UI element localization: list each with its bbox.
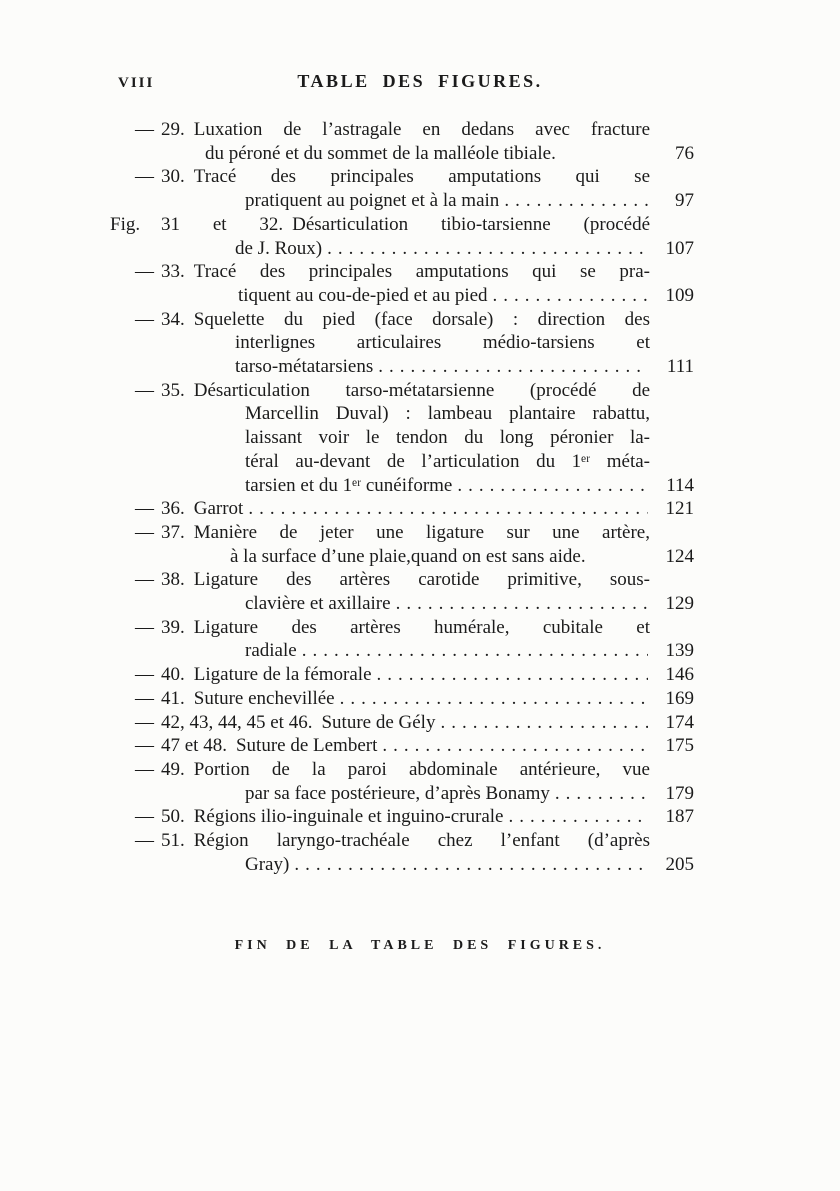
page-number: 129	[665, 593, 694, 615]
dot-leader	[504, 189, 648, 213]
entry-text: Tracé des principales amputations qui se	[193, 166, 650, 188]
entry-text: Luxation de l’astragale en dedans avec fracture	[193, 119, 650, 140]
entry-number: 47 et 48.	[161, 735, 227, 757]
entry-number: 39.	[161, 616, 185, 638]
entry-text: Région laryngo-trachéale chez l’enfant (d’après	[193, 830, 650, 852]
entry-text: Portion de la paroi abdominale antérieure, vue	[193, 758, 650, 780]
page-number: 121	[665, 498, 694, 520]
entry-text: Squelette du pied (face dorsale) : direction des	[193, 308, 650, 330]
toc-line	[110, 474, 694, 498]
dot-leader	[378, 355, 648, 379]
entry-fig-label: Fig.	[110, 213, 141, 235]
toc-line	[110, 450, 694, 474]
page-number: 205	[665, 853, 694, 875]
entry-dash: —	[135, 806, 154, 828]
entry-number: 38.	[161, 569, 185, 591]
entry-dash: —	[135, 687, 154, 709]
toc-line	[110, 118, 694, 142]
toc-line	[110, 782, 694, 806]
entry-dash: —	[135, 119, 154, 140]
entry-text: du péroné et du sommet de la malléole tibiale.	[205, 142, 556, 164]
toc-line	[110, 379, 694, 403]
entry-text: Tracé des principales amputations qui se pra-	[193, 261, 650, 283]
dot-leader	[396, 592, 648, 616]
entry-text: Suture de Lembert	[235, 735, 378, 757]
entry-number: 33.	[161, 261, 185, 283]
entry-number: 40.	[161, 664, 185, 686]
entry-text: téral au-devant de l’articulation du 1ᵉʳ méta-	[245, 450, 650, 472]
entry-text: par sa face postérieure, d’après Bonamy	[245, 782, 550, 804]
toc-line	[110, 639, 694, 663]
toc-line	[110, 663, 694, 687]
entry-number: 30.	[161, 166, 185, 188]
entry-dash: —	[135, 498, 154, 520]
entry-text: Désarticulation tibio-tarsienne (procédé	[292, 213, 651, 235]
dot-leader	[340, 687, 648, 711]
dot-leader	[327, 237, 648, 261]
entry-number: 51.	[161, 830, 185, 852]
entry-text: Marcellin Duval) : lambeau plantaire rabattu,	[245, 403, 650, 425]
toc-line	[110, 545, 694, 569]
page-title: TABLE DES FIGURES.	[297, 71, 543, 91]
page-number: 97	[675, 190, 694, 212]
dot-leader	[493, 284, 648, 308]
entry-text: tiquent au cou-de-pied et au pied	[238, 284, 488, 306]
entry-text: tarsien et du 1ᵉʳ cunéiforme	[245, 474, 453, 496]
toc-line	[110, 805, 694, 829]
toc-line	[110, 237, 694, 261]
page-number: 169	[665, 687, 694, 709]
toc-line	[110, 853, 694, 877]
entry-text: Garrot	[193, 498, 244, 520]
entry-text: Ligature des artères carotide primitive, sous-	[193, 569, 650, 591]
toc-line	[110, 260, 694, 284]
toc-line	[110, 331, 694, 355]
entry-text: Régions ilio-inguinale et inguino-crurale	[193, 806, 504, 828]
entry-text: Manière de jeter une ligature sur une artère,	[193, 521, 650, 543]
entry-number: 36.	[161, 498, 185, 520]
dot-leader	[555, 782, 648, 806]
entry-text: laissant voir le tendon du long péronier la-	[245, 427, 650, 449]
toc-line	[110, 758, 694, 782]
entry-number: 31 et 32.	[161, 213, 284, 235]
entry-dash: —	[135, 616, 154, 638]
entry-number: 34.	[161, 308, 185, 330]
page-folio: VIII	[118, 75, 155, 91]
entry-dash: —	[135, 711, 154, 733]
dot-leader	[508, 805, 648, 829]
entry-text: interlignes articulaires médio-tarsiens et	[235, 332, 650, 354]
toc-line	[110, 402, 694, 426]
toc-line	[110, 142, 694, 166]
toc-line	[110, 711, 694, 735]
page-number: 124	[665, 545, 694, 567]
toc-line	[110, 284, 694, 308]
page-number: 175	[665, 735, 694, 757]
entry-text: tarso-métatarsiens	[235, 356, 374, 378]
page-number: 114	[666, 474, 694, 496]
entry-dash: —	[135, 379, 154, 401]
toc-line	[110, 592, 694, 616]
dot-leader	[294, 853, 648, 877]
entry-number: 50.	[161, 806, 185, 828]
dot-leader	[457, 474, 648, 498]
page-number: 179	[665, 782, 694, 804]
toc-line	[110, 521, 694, 545]
entry-dash: —	[135, 758, 154, 780]
entry-number: 35.	[161, 379, 185, 401]
table-end-note: FIN DE LA TABLE DES FIGURES.	[234, 938, 606, 953]
entry-number: 29.	[161, 119, 185, 140]
entry-text: clavière et axillaire	[245, 593, 391, 615]
entry-text: Ligature des artères humérale, cubitale et	[193, 616, 650, 638]
page-number: 107	[665, 237, 694, 259]
toc-line	[110, 165, 694, 189]
entry-text: radiale	[245, 640, 297, 662]
entry-dash: —	[135, 735, 154, 757]
page-number: 111	[666, 356, 694, 378]
entry-text: de J. Roux)	[235, 237, 323, 259]
entry-text: Désarticulation tarso-métatarsienne (procédé de	[193, 379, 650, 401]
entry-dash: —	[135, 569, 154, 591]
entry-dash: —	[135, 166, 154, 188]
page-number: 76	[675, 142, 694, 164]
dot-leader	[248, 497, 648, 521]
toc-line	[110, 616, 694, 640]
figures-list	[110, 118, 694, 877]
toc-line	[110, 426, 694, 450]
entry-dash: —	[135, 521, 154, 543]
entry-dash: —	[135, 664, 154, 686]
toc-line	[110, 308, 694, 332]
entry-number: 41.	[161, 687, 185, 709]
dot-leader	[377, 663, 648, 687]
page-number: 109	[665, 284, 694, 306]
entry-number: 42, 43, 44, 45 et 46.	[161, 711, 313, 733]
entry-number: 49.	[161, 758, 185, 780]
dot-leader	[440, 711, 648, 735]
toc-line	[110, 355, 694, 379]
toc-line	[110, 687, 694, 711]
entry-text: Ligature de la fémorale	[193, 664, 372, 686]
entry-text: Suture de Gély	[321, 711, 436, 733]
dot-leader	[302, 639, 648, 663]
toc-line	[110, 189, 694, 213]
entry-dash: —	[135, 830, 154, 852]
entry-text: Suture enchevillée	[193, 687, 335, 709]
toc-line	[110, 497, 694, 521]
toc-line	[110, 829, 694, 853]
entry-text: pratiquent au poignet et à la main	[245, 190, 500, 212]
entry-dash: —	[135, 261, 154, 283]
page-number: 187	[665, 806, 694, 828]
toc-line	[110, 213, 694, 237]
entry-dash: —	[135, 308, 154, 330]
toc-line	[110, 568, 694, 592]
page-number: 174	[665, 711, 694, 733]
entry-number: 37.	[161, 521, 185, 543]
entry-text: Gray)	[245, 853, 290, 875]
page-number: 146	[665, 664, 694, 686]
page-number: 139	[665, 640, 694, 662]
toc-line	[110, 734, 694, 758]
dot-leader	[382, 734, 648, 758]
entry-text: à la surface d’une plaie,quand on est sans aide.	[230, 545, 586, 567]
